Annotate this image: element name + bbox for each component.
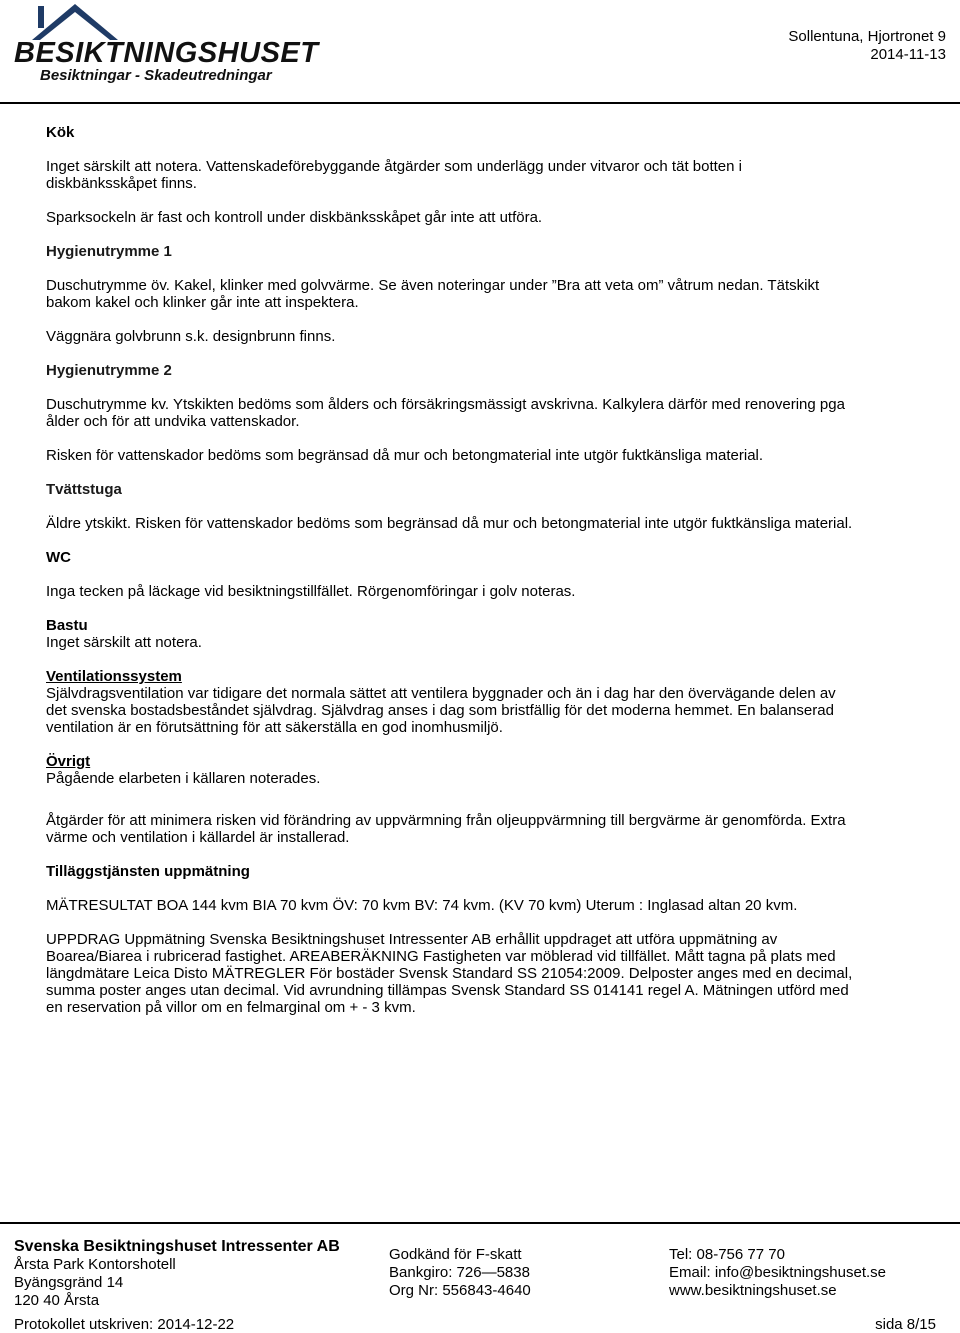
footer-contact-column <box>669 1246 886 1300</box>
footer-bankgiro: Bankgiro: 726—5838 <box>389 1264 530 1281</box>
tillagg-text-2: UPPDRAG Uppmätning Svenska Besiktningshuset Intressenter AB erhållit uppdraget att utföra uppmätning av Boarea/Biarea i rubricerad fastighet. AREABERÄKNING Fastigheten var möblerad vid tillfället. Mått tagna på plats med längdmätare Leica Disto MÄTREGLER För bostäder Svensk Standard SS 21054:2009. Delposter anges med en decimal, summa poster anges utan decimal. Vid avrundning tillämpas Svensk Standard SS 014141 regel A. Mätningen utförd med en reservation på villor om en felmarginal om + - 3 kvm. <box>46 931 853 1016</box>
footer-company-name: Svenska Besiktningshuset Intressenter AB <box>14 1238 340 1255</box>
footer-divider <box>0 1222 960 1224</box>
svg-text:BESIKTNINGSHUSET: BESIKTNINGSHUSET <box>14 37 319 69</box>
company-logo <box>10 0 330 84</box>
footer-phone: Tel: 08-756 77 70 <box>669 1246 785 1263</box>
section-heading-hyg2: Hygienutrymme 2 <box>46 362 172 379</box>
section-heading-kok: Kök <box>46 124 75 141</box>
house-logo-icon <box>10 0 340 86</box>
section-heading-bastu: Bastu <box>46 617 88 634</box>
section-heading-ovrigt: Övrigt <box>46 753 91 770</box>
footer-website[interactable]: www.besiktningshuset.se <box>669 1282 837 1299</box>
report-content <box>46 124 856 1016</box>
footer-email[interactable]: Email: info@besiktningshuset.se <box>669 1264 887 1281</box>
svg-text:Besiktningar - Skadeutredninga: Besiktningar - Skadeutredningar <box>40 67 272 84</box>
hyg1-text-1: Duschutrymme öv. Kakel, klinker med golvvärme. Se även noteringar under ”Bra att veta om” våtrum nedan. Tätskikt bakom kakel och klinker går inte att inspektera. <box>46 277 820 311</box>
bastu-text: Inget särskilt att notera. <box>46 634 202 651</box>
printed-date: Protokollet utskriven: 2014-12-22 <box>14 1316 235 1333</box>
tvattstuga-text: Äldre ytskikt. Risken för vattenskador bedöms som begränsad då mur och betongmaterial inte utgör fuktkänsliga material. <box>46 515 853 532</box>
section-heading-ventilation: Ventilationssystem <box>46 668 182 685</box>
kok-text-1: Inget särskilt att notera. Vattenskadeförebyggande åtgärder som underlägg under vitvaror och tät botten i diskbänksskåpet finns. <box>46 158 742 192</box>
section-heading-hyg1: Hygienutrymme 1 <box>46 243 172 260</box>
kok-text-2: Sparksockeln är fast och kontroll under diskbänksskåpet går inte att utföra. <box>46 209 543 226</box>
footer-address-line-1: Årsta Park Kontorshotell <box>14 1256 176 1273</box>
tillagg-text-1: MÄTRESULTAT BOA 144 kvm BIA 70 kvm ÖV: 70 kvm BV: 74 kvm. (KV 70 kvm) Uterum : Inglasad altan 20 kvm. <box>46 897 798 914</box>
header-divider <box>0 102 960 104</box>
footer-fskatt: Godkänd för F-skatt <box>389 1246 522 1263</box>
ovrigt-text-1: Pågående elarbeten i källaren noterades. <box>46 770 321 787</box>
page-number: sida 8/15 <box>875 1316 936 1333</box>
footer-company-column <box>14 1238 340 1310</box>
footer-address-line-2: Byängsgränd 14 <box>14 1274 124 1291</box>
section-heading-tillagg: Tilläggstjänsten uppmätning <box>46 863 250 880</box>
ventilation-text: Självdragsventilation var tidigare det normala sättet att ventilera byggnader och än i dag har den övervägande delen av det svenska bostadsbeståndet självdrag. Självdrag anses i dag som bristfällig för det moderna hemmet. En balanserad ventilation är en förutsättning för att säkerställa en god inomhusmiljö. <box>46 685 836 736</box>
footer-address-line-3: 120 40 Årsta <box>14 1292 100 1309</box>
footer-orgnr: Org Nr: 556843-4640 <box>389 1282 531 1299</box>
hyg2-text-2: Risken för vattenskador bedöms som begränsad då mur och betongmaterial inte utgör fuktkänsliga material. <box>46 447 764 464</box>
property-address: Sollentuna, Hjortronet 9 <box>788 28 946 45</box>
section-heading-wc: WC <box>46 549 71 566</box>
hyg2-text-1: Duschutrymme kv. Ytskikten bedöms som ålders och försäkringsmässigt avskrivna. Kalkylera därför med renovering pga ålder och för att undvika vattenskador. <box>46 396 845 430</box>
hyg1-text-2: Väggnära golvbrunn s.k. designbrunn finns. <box>46 328 336 345</box>
header-info <box>788 28 946 64</box>
wc-text: Inga tecken på läckage vid besiktningstillfället. Rörgenomföringar i golv noteras. <box>46 583 576 600</box>
inspection-date: 2014-11-13 <box>870 46 946 63</box>
section-heading-tvattstuga: Tvättstuga <box>46 481 122 498</box>
footer-finance-column <box>389 1246 531 1300</box>
ovrigt-text-2: Åtgärder för att minimera risken vid förändring av uppvärmning från oljeuppvärmning till bergvärme är genomförda. Extra värme och ventilation i källardel är installerad. <box>46 812 846 846</box>
